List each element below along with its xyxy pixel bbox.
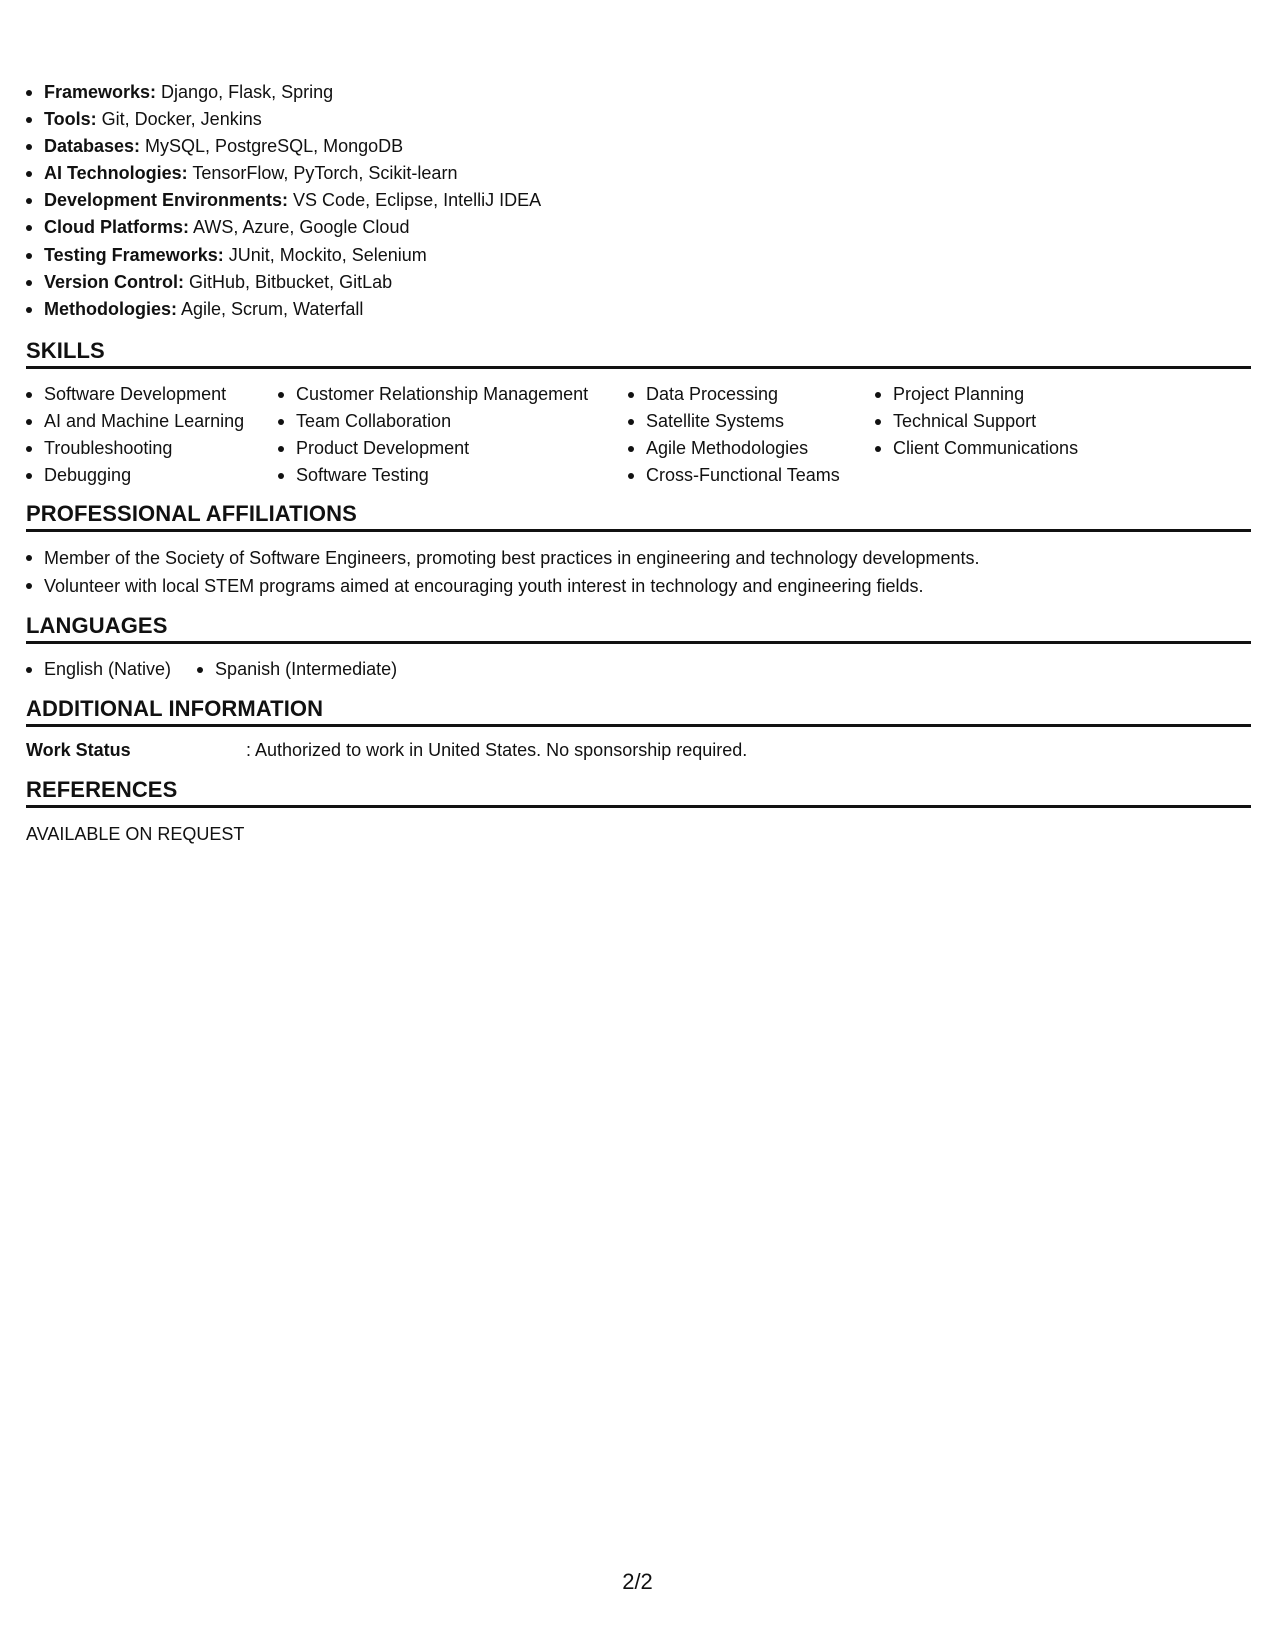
skills-column-1 xyxy=(26,381,278,489)
skill-item: Product Development xyxy=(278,435,628,462)
skills-column-3 xyxy=(628,381,875,489)
skill-item: Troubleshooting xyxy=(26,435,278,462)
skill-item: Agile Methodologies xyxy=(628,435,875,462)
skill-item: Team Collaboration xyxy=(278,408,628,435)
skill-item: Software Testing xyxy=(278,462,628,489)
languages-list xyxy=(26,656,423,683)
tech-item-testing-frameworks xyxy=(26,242,541,269)
tech-label: Databases: xyxy=(44,136,141,157)
skill-item: Project Planning xyxy=(875,381,1125,408)
tech-value: MySQL, PostgreSQL, MongoDB xyxy=(140,136,404,157)
tech-label: Version Control: xyxy=(44,271,185,292)
tech-item-tools xyxy=(26,106,541,133)
skills-column-4 xyxy=(875,381,1125,489)
tech-value: Git, Docker, Jenkins xyxy=(96,109,262,130)
tech-value: Agile, Scrum, Waterfall xyxy=(177,298,364,319)
affiliations-list xyxy=(26,544,980,600)
page-number: 2/2 xyxy=(622,1569,653,1594)
skill-item: Debugging xyxy=(26,462,278,489)
skill-item: Technical Support xyxy=(875,408,1125,435)
work-status-value: : Authorized to work in United States. No sponsorship required. xyxy=(246,740,748,760)
skill-item: Cross-Functional Teams xyxy=(628,462,875,489)
skills-heading: SKILLS xyxy=(26,336,1251,369)
work-status-row xyxy=(26,737,747,764)
tech-item-version-control xyxy=(26,269,541,296)
work-status-label: Work Status xyxy=(26,740,131,760)
tech-value: VS Code, Eclipse, IntelliJ IDEA xyxy=(288,190,542,211)
tech-item-cloud-platforms xyxy=(26,214,541,241)
tech-label: Testing Frameworks: xyxy=(44,244,224,265)
tech-item-databases xyxy=(26,133,541,160)
tech-item-dev-environments xyxy=(26,187,541,214)
tech-item-frameworks xyxy=(26,79,541,106)
tech-value: AWS, Azure, Google Cloud xyxy=(189,217,410,238)
skills-grid xyxy=(26,381,1125,489)
skill-item: Software Development xyxy=(26,381,278,408)
tech-label: Methodologies: xyxy=(44,298,177,319)
tech-value: Django, Flask, Spring xyxy=(156,82,334,102)
references-heading: REFERENCES xyxy=(26,775,1251,808)
tech-label: Tools: xyxy=(44,109,97,130)
tech-value: TensorFlow, PyTorch, Scikit-learn xyxy=(187,163,458,184)
affiliation-item: Member of the Society of Software Engineers, promoting best practices in engineering and technology developments. xyxy=(26,544,980,572)
tech-label: Development Environments: xyxy=(44,190,289,211)
tech-value: JUnit, Mockito, Selenium xyxy=(223,244,427,265)
tech-label: Cloud Platforms: xyxy=(44,217,190,238)
skill-item: Client Communications xyxy=(875,435,1125,462)
tech-value: GitHub, Bitbucket, GitLab xyxy=(184,271,393,292)
affiliation-item: Volunteer with local STEM programs aimed at encouraging youth interest in technology and engineering fields. xyxy=(26,572,980,600)
resume-page xyxy=(26,0,1251,1650)
skill-item: Data Processing xyxy=(628,381,875,408)
language-item: English (Native) xyxy=(26,656,171,683)
tech-item-methodologies xyxy=(26,296,541,323)
languages-heading: LANGUAGES xyxy=(26,611,1251,644)
skill-item: Satellite Systems xyxy=(628,408,875,435)
technical-skills-list xyxy=(26,79,541,323)
tech-label: Frameworks: xyxy=(44,82,157,102)
tech-item-ai-technologies xyxy=(26,160,541,187)
references-text: AVAILABLE ON REQUEST xyxy=(26,824,245,844)
additional-info-heading: ADDITIONAL INFORMATION xyxy=(26,694,1251,727)
tech-label: AI Technologies: xyxy=(44,163,188,184)
affiliations-heading: PROFESSIONAL AFFILIATIONS xyxy=(26,499,1251,532)
skills-column-2 xyxy=(278,381,628,489)
skill-item: Customer Relationship Management xyxy=(278,381,628,408)
skill-item: AI and Machine Learning xyxy=(26,408,278,435)
language-item: Spanish (Intermediate) xyxy=(197,656,397,683)
